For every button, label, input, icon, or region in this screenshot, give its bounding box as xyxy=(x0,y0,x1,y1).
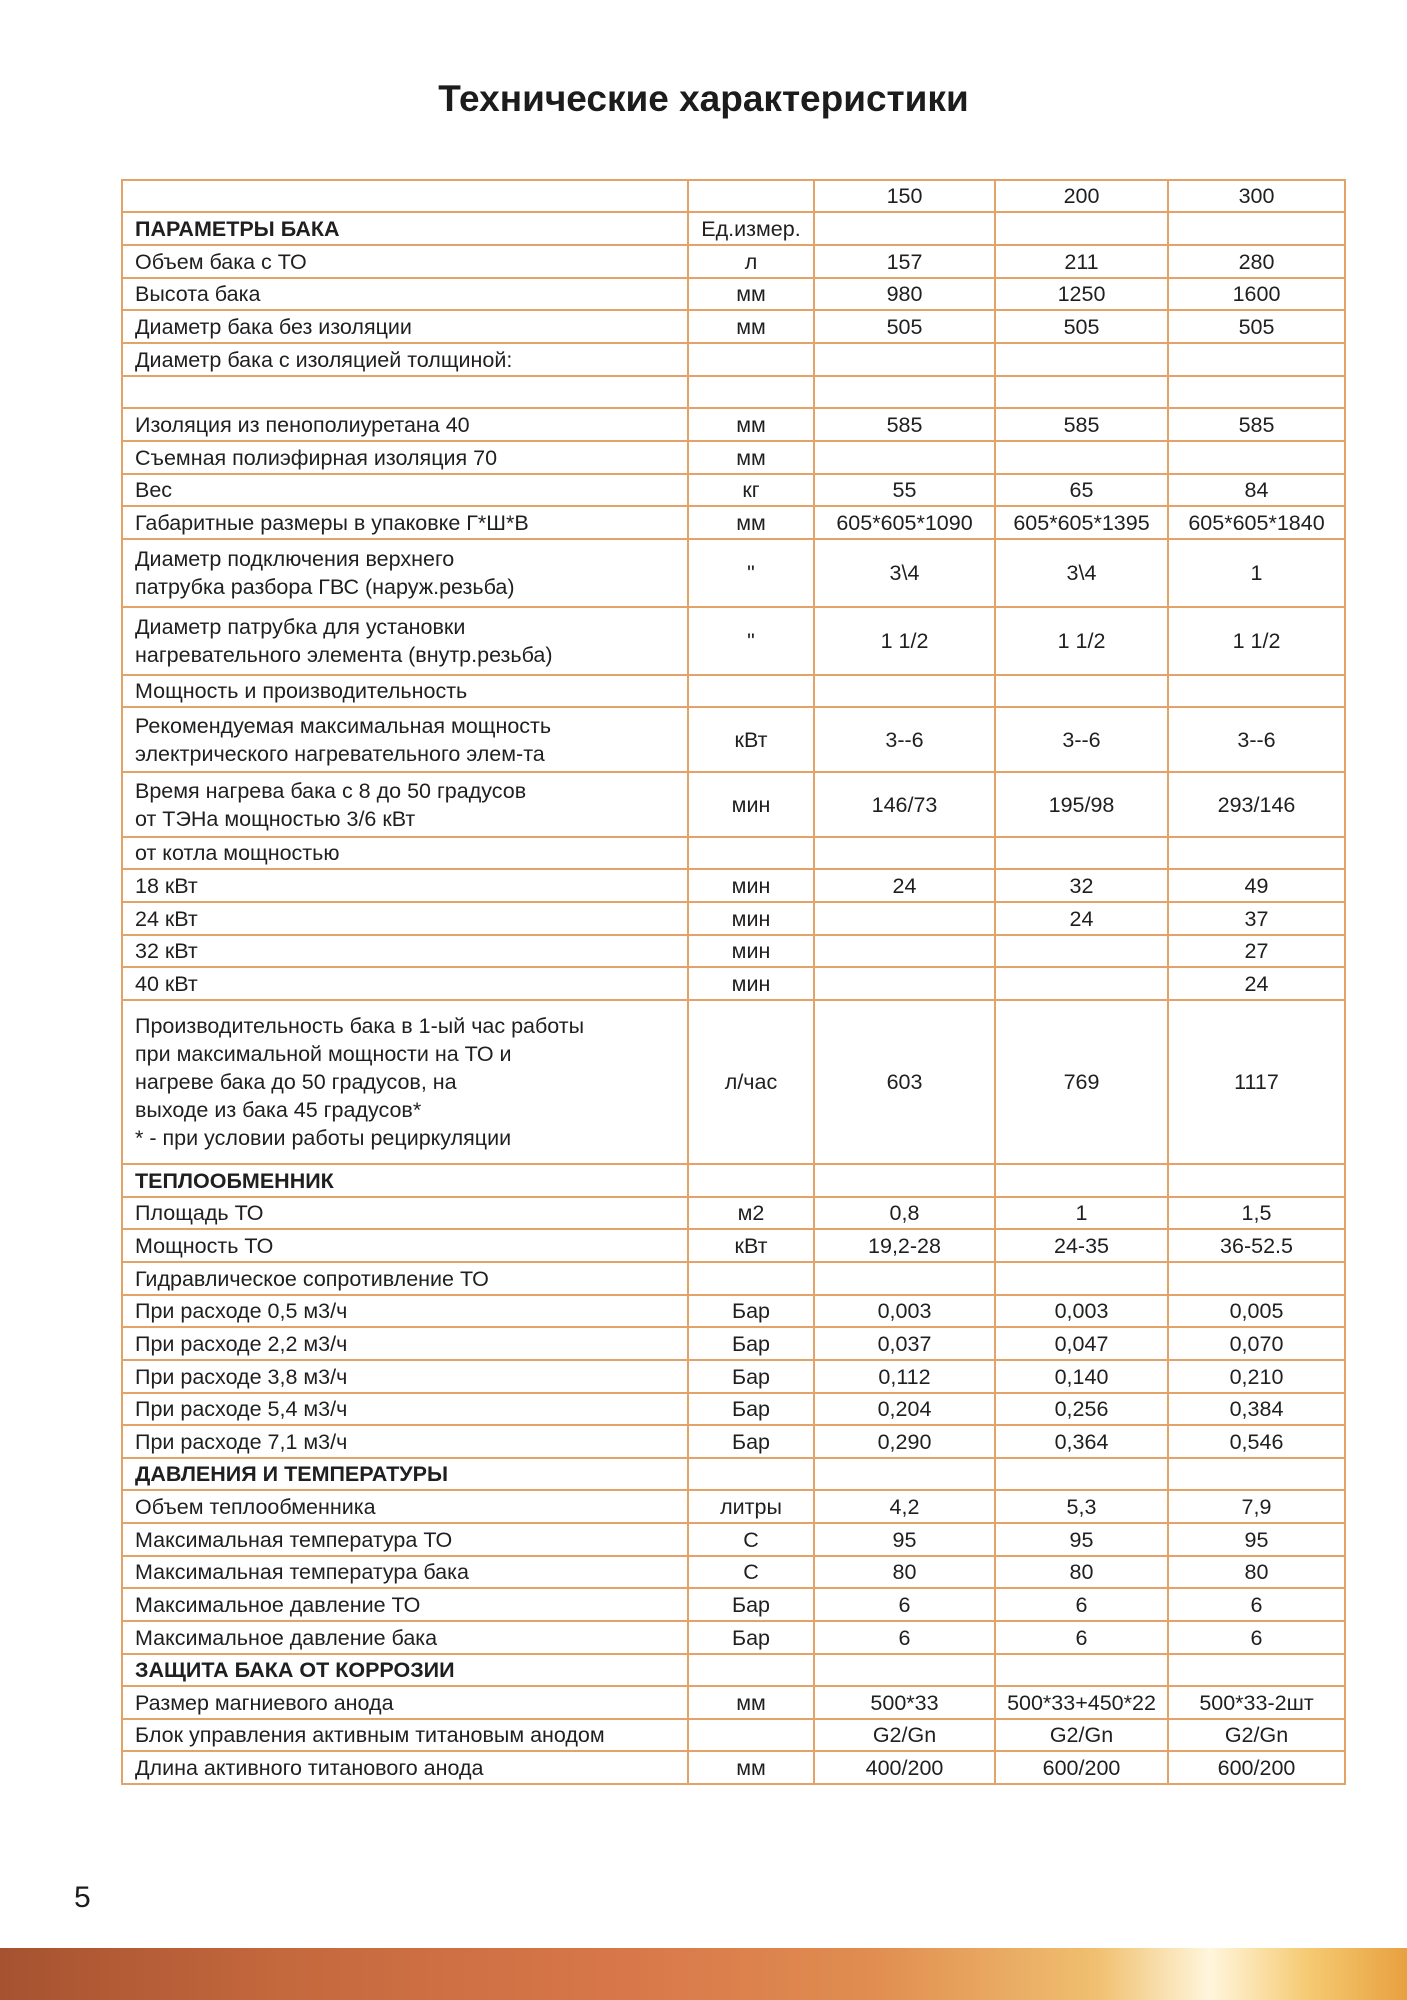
value-cell-model-1: 5,3 xyxy=(995,1490,1168,1523)
table-row xyxy=(122,408,1345,441)
parameter-label-line: * - при условии работы рециркуляции xyxy=(135,1126,512,1150)
specifications-table xyxy=(121,179,1346,1785)
table-row xyxy=(122,310,1345,343)
unit-cell: л/час xyxy=(688,1000,814,1164)
value-cell-model-0 xyxy=(814,1262,995,1295)
table-section-row xyxy=(122,212,1345,245)
value-cell-model-0: 1 1/2 xyxy=(814,607,995,675)
value-cell-model-2: 300 xyxy=(1168,180,1345,212)
parameter-label xyxy=(122,1556,688,1588)
parameter-label xyxy=(122,539,688,607)
parameter-label xyxy=(122,212,688,245)
parameter-label-line: При расходе 2,2 м3/ч xyxy=(135,1331,348,1356)
table-row xyxy=(122,1686,1345,1719)
value-cell-model-2: 600/200 xyxy=(1168,1751,1345,1784)
table-row xyxy=(122,675,1345,707)
parameter-label-line: ПАРАМЕТРЫ БАКА xyxy=(135,216,340,241)
parameter-label-line: Максимальное давление бака xyxy=(135,1625,438,1650)
unit-cell: л xyxy=(688,245,814,278)
value-cell-model-1: 6 xyxy=(995,1621,1168,1654)
parameter-label xyxy=(122,935,688,967)
parameter-label xyxy=(122,1164,688,1197)
value-cell-model-2: 24 xyxy=(1168,967,1345,1000)
value-cell-model-1: 3\4 xyxy=(995,539,1168,607)
value-cell-model-1: 3--6 xyxy=(995,707,1168,772)
parameter-label-line: Время нагрева бака с 8 до 50 градусов xyxy=(135,778,527,803)
value-cell-model-2: 37 xyxy=(1168,902,1345,935)
value-cell-model-0 xyxy=(814,343,995,376)
value-cell-model-2 xyxy=(1168,1654,1345,1686)
value-cell-model-0: 24 xyxy=(814,869,995,902)
value-cell-model-1: 0,003 xyxy=(995,1295,1168,1327)
unit-cell: мм xyxy=(688,278,814,310)
table-row xyxy=(122,935,1345,967)
unit-cell: м2 xyxy=(688,1197,814,1229)
parameter-label xyxy=(122,1393,688,1425)
value-cell-model-2: 36-52.5 xyxy=(1168,1229,1345,1262)
table-row xyxy=(122,1229,1345,1262)
value-cell-model-1 xyxy=(995,343,1168,376)
value-cell-model-2 xyxy=(1168,1458,1345,1490)
parameter-label xyxy=(122,1197,688,1229)
parameter-label-line: Гидравлическое сопротивление ТО xyxy=(135,1266,489,1291)
table-row xyxy=(122,607,1345,675)
value-cell-model-0 xyxy=(814,837,995,869)
parameter-label-line: от ТЭНа мощностью 3/6 кВт xyxy=(135,806,416,831)
table-row xyxy=(122,1197,1345,1229)
value-cell-model-0 xyxy=(814,441,995,474)
parameter-label-line: нагреве бака до 50 градусов, на xyxy=(135,1070,457,1094)
parameter-label-line: Вес xyxy=(135,478,173,502)
value-cell-model-0: 0,8 xyxy=(814,1197,995,1229)
table-row xyxy=(122,1262,1345,1295)
unit-cell: Ед.измер. xyxy=(688,212,814,245)
unit-cell: Бар xyxy=(688,1295,814,1327)
value-cell-model-2: 280 xyxy=(1168,245,1345,278)
table-row xyxy=(122,1393,1345,1425)
value-cell-model-2: 1 xyxy=(1168,539,1345,607)
parameter-label-line: Максимальная температура ТО xyxy=(135,1527,453,1552)
table-row xyxy=(122,967,1345,1000)
unit-cell xyxy=(688,343,814,376)
value-cell-model-2: 1 1/2 xyxy=(1168,607,1345,675)
value-cell-model-2: 505 xyxy=(1168,310,1345,343)
parameter-label xyxy=(122,1719,688,1751)
parameter-label-line: Объем теплообменника xyxy=(135,1494,376,1519)
value-cell-model-0: 80 xyxy=(814,1556,995,1588)
table-row xyxy=(122,1621,1345,1654)
unit-cell: литры xyxy=(688,1490,814,1523)
table-row xyxy=(122,1295,1345,1327)
parameter-label xyxy=(122,1262,688,1295)
parameter-label xyxy=(122,1686,688,1719)
unit-cell: мин xyxy=(688,869,814,902)
value-cell-model-1: 769 xyxy=(995,1000,1168,1164)
value-cell-model-1 xyxy=(995,935,1168,967)
value-cell-model-2: 3--6 xyxy=(1168,707,1345,772)
table-row xyxy=(122,1719,1345,1751)
value-cell-model-2: 80 xyxy=(1168,1556,1345,1588)
value-cell-model-0 xyxy=(814,935,995,967)
value-cell-model-0: 0,037 xyxy=(814,1327,995,1360)
parameter-label-line: Мощность ТО xyxy=(135,1233,274,1258)
value-cell-model-2: 0,384 xyxy=(1168,1393,1345,1425)
unit-cell: мин xyxy=(688,935,814,967)
parameter-label-line: 18 кВт xyxy=(135,873,198,898)
value-cell-model-0: G2/Gn xyxy=(814,1719,995,1751)
parameter-label xyxy=(122,1490,688,1523)
parameter-label xyxy=(122,1621,688,1654)
unit-cell xyxy=(688,837,814,869)
parameter-label-line: нагревательного элемента (внутр.резьба) xyxy=(135,643,553,667)
parameter-label xyxy=(122,376,688,408)
parameter-label xyxy=(122,180,688,212)
value-cell-model-0: 0,003 xyxy=(814,1295,995,1327)
value-cell-model-0: 6 xyxy=(814,1588,995,1621)
value-cell-model-1: 1250 xyxy=(995,278,1168,310)
parameter-label xyxy=(122,869,688,902)
parameter-label-line: Диаметр патрубка для установки xyxy=(135,615,466,639)
parameter-label-line: При расходе 3,8 м3/ч xyxy=(135,1364,348,1389)
table-row xyxy=(122,707,1345,772)
table-row xyxy=(122,1327,1345,1360)
value-cell-model-1: 195/98 xyxy=(995,772,1168,837)
parameter-label-line: 40 кВт xyxy=(135,971,198,996)
value-cell-model-2 xyxy=(1168,441,1345,474)
value-cell-model-2: 27 xyxy=(1168,935,1345,967)
parameter-label xyxy=(122,1360,688,1393)
value-cell-model-2: 1,5 xyxy=(1168,1197,1345,1229)
parameter-label-line: Длина активного титанового анода xyxy=(135,1755,484,1780)
parameter-label xyxy=(122,1751,688,1784)
table-row xyxy=(122,772,1345,837)
unit-cell xyxy=(688,180,814,212)
value-cell-model-0: 19,2-28 xyxy=(814,1229,995,1262)
footer-decorative-bar xyxy=(0,1948,1407,2000)
table-row xyxy=(122,441,1345,474)
value-cell-model-2: 84 xyxy=(1168,474,1345,506)
table-row xyxy=(122,1523,1345,1556)
parameter-label xyxy=(122,278,688,310)
value-cell-model-0: 6 xyxy=(814,1621,995,1654)
unit-cell: Бар xyxy=(688,1327,814,1360)
value-cell-model-1: 24-35 xyxy=(995,1229,1168,1262)
unit-cell: мм xyxy=(688,1751,814,1784)
value-cell-model-1: 0,140 xyxy=(995,1360,1168,1393)
parameter-label-line: Диаметр бака без изоляции xyxy=(135,314,412,339)
table-row xyxy=(122,506,1345,539)
value-cell-model-2 xyxy=(1168,376,1345,408)
table-row xyxy=(122,869,1345,902)
value-cell-model-1: 505 xyxy=(995,310,1168,343)
parameter-label xyxy=(122,1654,688,1686)
value-cell-model-1: 80 xyxy=(995,1556,1168,1588)
value-cell-model-0: 95 xyxy=(814,1523,995,1556)
parameter-label-line: 24 кВт xyxy=(135,906,198,931)
value-cell-model-0 xyxy=(814,675,995,707)
unit-cell: мм xyxy=(688,506,814,539)
unit-cell: мм xyxy=(688,1686,814,1719)
value-cell-model-1: G2/Gn xyxy=(995,1719,1168,1751)
unit-cell: мин xyxy=(688,902,814,935)
unit-cell: Бар xyxy=(688,1588,814,1621)
value-cell-model-0: 55 xyxy=(814,474,995,506)
parameter-label-line: При расходе 0,5 м3/ч xyxy=(135,1299,348,1323)
value-cell-model-1: 95 xyxy=(995,1523,1168,1556)
page-title: Технические характеристики xyxy=(438,78,969,119)
value-cell-model-0 xyxy=(814,212,995,245)
value-cell-model-1: 600/200 xyxy=(995,1751,1168,1784)
table-section-row xyxy=(122,1164,1345,1197)
unit-cell: кг xyxy=(688,474,814,506)
parameter-label-line: 32 кВт xyxy=(135,939,198,963)
table-row xyxy=(122,1360,1345,1393)
parameter-label-line: Съемная полиэфирная изоляция 70 xyxy=(135,445,498,470)
parameter-label xyxy=(122,441,688,474)
table-section-row xyxy=(122,1654,1345,1686)
value-cell-model-0: 585 xyxy=(814,408,995,441)
value-cell-model-2 xyxy=(1168,1262,1345,1295)
parameter-label xyxy=(122,1000,688,1164)
value-cell-model-1: 605*605*1395 xyxy=(995,506,1168,539)
table-row xyxy=(122,1425,1345,1458)
value-cell-model-0: 3--6 xyxy=(814,707,995,772)
unit-cell: Бар xyxy=(688,1360,814,1393)
parameter-label xyxy=(122,1588,688,1621)
value-cell-model-1 xyxy=(995,1164,1168,1197)
parameter-label-line: Максимальная температура бака xyxy=(135,1560,469,1584)
value-cell-model-1: 32 xyxy=(995,869,1168,902)
unit-cell: мин xyxy=(688,772,814,837)
value-cell-model-1: 500*33+450*22 xyxy=(995,1686,1168,1719)
value-cell-model-0: 157 xyxy=(814,245,995,278)
unit-cell: " xyxy=(688,607,814,675)
table-row xyxy=(122,474,1345,506)
value-cell-model-1 xyxy=(995,967,1168,1000)
parameter-label-line: Габаритные размеры в упаковке Г*Ш*В xyxy=(135,510,529,535)
parameter-label-line: При расходе 7,1 м3/ч xyxy=(135,1429,348,1454)
parameter-label xyxy=(122,837,688,869)
value-cell-model-2 xyxy=(1168,675,1345,707)
value-cell-model-2 xyxy=(1168,1164,1345,1197)
value-cell-model-2 xyxy=(1168,837,1345,869)
value-cell-model-0 xyxy=(814,376,995,408)
table-row xyxy=(122,343,1345,376)
parameter-label xyxy=(122,675,688,707)
parameter-label xyxy=(122,1327,688,1360)
value-cell-model-0: 0,204 xyxy=(814,1393,995,1425)
parameter-label-line: от котла мощностью xyxy=(135,841,340,865)
table-row xyxy=(122,376,1345,408)
value-cell-model-1: 6 xyxy=(995,1588,1168,1621)
value-cell-model-1: 0,364 xyxy=(995,1425,1168,1458)
value-cell-model-1: 1 1/2 xyxy=(995,607,1168,675)
parameter-label-line: Рекомендуемая максимальная мощность xyxy=(135,713,552,738)
value-cell-model-2 xyxy=(1168,212,1345,245)
table-row xyxy=(122,1490,1345,1523)
unit-cell: Бар xyxy=(688,1425,814,1458)
value-cell-model-1: 65 xyxy=(995,474,1168,506)
value-cell-model-0: 980 xyxy=(814,278,995,310)
unit-cell: С xyxy=(688,1523,814,1556)
value-cell-model-2: G2/Gn xyxy=(1168,1719,1345,1751)
value-cell-model-1: 200 xyxy=(995,180,1168,212)
unit-cell xyxy=(688,1164,814,1197)
page-number: 5 xyxy=(74,1881,91,1914)
value-cell-model-0 xyxy=(814,1654,995,1686)
value-cell-model-0: 150 xyxy=(814,180,995,212)
value-cell-model-0: 505 xyxy=(814,310,995,343)
table-row xyxy=(122,245,1345,278)
value-cell-model-0: 146/73 xyxy=(814,772,995,837)
value-cell-model-2: 293/146 xyxy=(1168,772,1345,837)
unit-cell xyxy=(688,1458,814,1490)
value-cell-model-2: 6 xyxy=(1168,1588,1345,1621)
value-cell-model-2: 0,546 xyxy=(1168,1425,1345,1458)
value-cell-model-1: 1 xyxy=(995,1197,1168,1229)
unit-cell: мин xyxy=(688,967,814,1000)
value-cell-model-1 xyxy=(995,376,1168,408)
table-row xyxy=(122,837,1345,869)
value-cell-model-2: 0,070 xyxy=(1168,1327,1345,1360)
table-row xyxy=(122,1751,1345,1784)
parameter-label xyxy=(122,1425,688,1458)
value-cell-model-0: 400/200 xyxy=(814,1751,995,1784)
parameter-label xyxy=(122,343,688,376)
table-row xyxy=(122,539,1345,607)
value-cell-model-2: 6 xyxy=(1168,1621,1345,1654)
parameter-label xyxy=(122,506,688,539)
value-cell-model-2: 95 xyxy=(1168,1523,1345,1556)
parameter-label-line: ТЕПЛООБМЕННИК xyxy=(135,1168,334,1193)
value-cell-model-0 xyxy=(814,1458,995,1490)
parameter-label xyxy=(122,967,688,1000)
value-cell-model-2: 0,005 xyxy=(1168,1295,1345,1327)
value-cell-model-1 xyxy=(995,1654,1168,1686)
value-cell-model-1 xyxy=(995,1262,1168,1295)
value-cell-model-2: 500*33-2шт xyxy=(1168,1686,1345,1719)
value-cell-model-1 xyxy=(995,837,1168,869)
parameter-label xyxy=(122,408,688,441)
table-section-row xyxy=(122,1458,1345,1490)
parameter-label xyxy=(122,772,688,837)
unit-cell: кВт xyxy=(688,1229,814,1262)
value-cell-model-0: 4,2 xyxy=(814,1490,995,1523)
value-cell-model-0: 603 xyxy=(814,1000,995,1164)
parameter-label-line: ДАВЛЕНИЯ И ТЕМПЕРАТУРЫ xyxy=(135,1462,449,1486)
table-row xyxy=(122,1556,1345,1588)
value-cell-model-1: 0,047 xyxy=(995,1327,1168,1360)
parameter-label xyxy=(122,607,688,675)
value-cell-model-1: 585 xyxy=(995,408,1168,441)
parameter-label xyxy=(122,1229,688,1262)
value-cell-model-2: 0,210 xyxy=(1168,1360,1345,1393)
unit-cell xyxy=(688,675,814,707)
parameter-label xyxy=(122,245,688,278)
value-cell-model-2: 49 xyxy=(1168,869,1345,902)
value-cell-model-0: 500*33 xyxy=(814,1686,995,1719)
parameter-label-line: Диаметр подключения верхнего xyxy=(135,547,455,571)
value-cell-model-1 xyxy=(995,441,1168,474)
value-cell-model-1 xyxy=(995,1458,1168,1490)
value-cell-model-1: 211 xyxy=(995,245,1168,278)
unit-cell xyxy=(688,1654,814,1686)
value-cell-model-2: 7,9 xyxy=(1168,1490,1345,1523)
parameter-label-line: Высота бака xyxy=(135,282,261,306)
parameter-label-line: выходе из бака 45 градусов* xyxy=(135,1098,422,1122)
parameter-label-line: Производительность бака в 1-ый час работы xyxy=(135,1014,585,1038)
value-cell-model-2: 1117 xyxy=(1168,1000,1345,1164)
unit-cell xyxy=(688,1719,814,1751)
table-row xyxy=(122,1000,1345,1164)
unit-cell xyxy=(688,1262,814,1295)
unit-cell: Бар xyxy=(688,1621,814,1654)
table-row xyxy=(122,180,1345,212)
unit-cell: мм xyxy=(688,310,814,343)
unit-cell: мм xyxy=(688,441,814,474)
value-cell-model-2: 605*605*1840 xyxy=(1168,506,1345,539)
value-cell-model-0: 605*605*1090 xyxy=(814,506,995,539)
table-row xyxy=(122,1588,1345,1621)
value-cell-model-0 xyxy=(814,902,995,935)
parameter-label-line: Площадь ТО xyxy=(135,1201,264,1225)
parameter-label-line: Мощность и производительность xyxy=(135,679,468,703)
unit-cell: Бар xyxy=(688,1393,814,1425)
parameter-label-line: электрического нагревательного элем-та xyxy=(135,741,545,766)
parameter-label-line: При расходе 5,4 м3/ч xyxy=(135,1397,348,1421)
parameter-label-line: Изоляция из пенополиуретана 40 xyxy=(135,412,470,437)
value-cell-model-0 xyxy=(814,1164,995,1197)
value-cell-model-0: 0,290 xyxy=(814,1425,995,1458)
unit-cell: " xyxy=(688,539,814,607)
parameter-label-line: Диаметр бака с изоляцией толщиной: xyxy=(135,347,513,372)
value-cell-model-1 xyxy=(995,675,1168,707)
parameter-label xyxy=(122,474,688,506)
value-cell-model-1: 0,256 xyxy=(995,1393,1168,1425)
parameter-label xyxy=(122,1523,688,1556)
unit-cell: мм xyxy=(688,408,814,441)
parameter-label-line: Размер магниевого анода xyxy=(135,1690,394,1715)
value-cell-model-2: 1600 xyxy=(1168,278,1345,310)
parameter-label-line: Объем бака с ТО xyxy=(135,249,307,274)
unit-cell: кВт xyxy=(688,707,814,772)
parameter-label-line: ЗАЩИТА БАКА ОТ КОРРОЗИИ xyxy=(135,1658,455,1682)
parameter-label xyxy=(122,707,688,772)
value-cell-model-0 xyxy=(814,967,995,1000)
value-cell-model-2: 585 xyxy=(1168,408,1345,441)
parameter-label-line: патрубка разбора ГВС (наруж.резьба) xyxy=(135,575,515,599)
parameter-label xyxy=(122,902,688,935)
parameter-label xyxy=(122,1458,688,1490)
table-row xyxy=(122,902,1345,935)
parameter-label-line: Максимальное давление ТО xyxy=(135,1592,421,1617)
unit-cell xyxy=(688,376,814,408)
parameter-label xyxy=(122,1295,688,1327)
value-cell-model-0: 3\4 xyxy=(814,539,995,607)
parameter-label-line: Блок управления активным титановым анодом xyxy=(135,1723,605,1747)
value-cell-model-1: 24 xyxy=(995,902,1168,935)
unit-cell: С xyxy=(688,1556,814,1588)
value-cell-model-0: 0,112 xyxy=(814,1360,995,1393)
parameter-label-line: при максимальной мощности на ТО и xyxy=(135,1042,512,1066)
table-row xyxy=(122,278,1345,310)
value-cell-model-2 xyxy=(1168,343,1345,376)
value-cell-model-1 xyxy=(995,212,1168,245)
parameter-label xyxy=(122,310,688,343)
